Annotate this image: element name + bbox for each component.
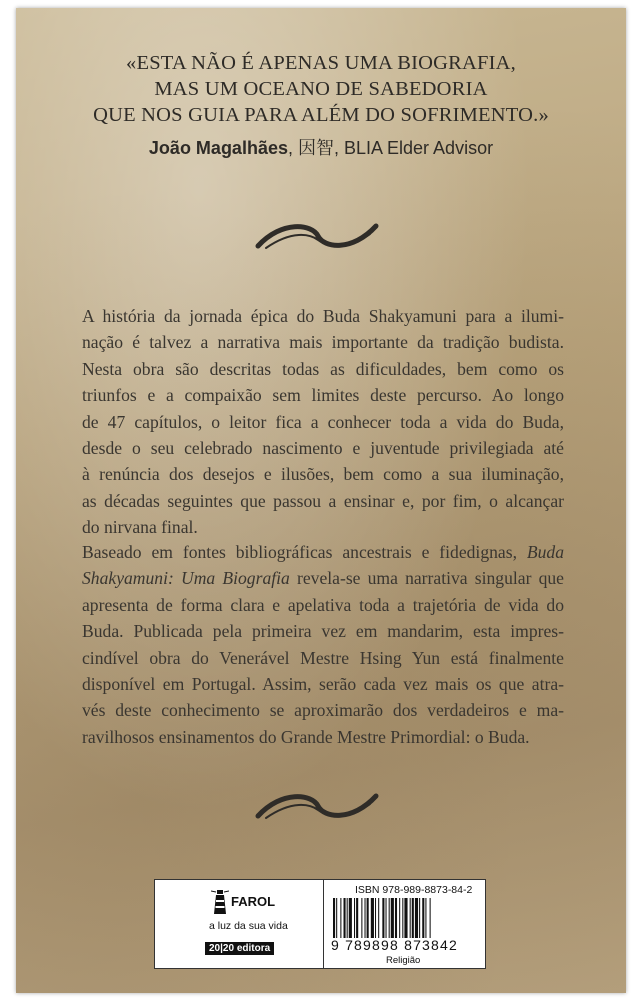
wave-flourish-bottom-icon	[252, 786, 382, 826]
paragraph-1-line: triunfos e a compaixão sem limites deste percurso. Ao longo	[82, 385, 564, 406]
paragraph-2-line	[82, 539, 564, 565]
imprint-logo: 20|20 editora	[205, 942, 274, 955]
paragraph-2-line: apresenta de forma clara e apelativa toda a trajetória de vida do	[82, 594, 564, 615]
quote-line-2: MAS UM OCEANO DE SABEDORIA	[154, 78, 488, 100]
paragraph-1-line: desde o seu celebrado nascimento e juventude privilegiada até	[82, 438, 564, 459]
paragraph-1-line: as décadas seguintes que passou a ensinar e, por fim, o alcançar	[82, 490, 564, 511]
book-title-part-1: Buda	[526, 542, 564, 562]
paragraph-2-line-start: Baseado em fontes bibliográficas ancestrais e fidedignas,	[82, 542, 527, 562]
paragraph-2-line: cindível obra do Venerável Mestre Hsing Yun está finalmente	[82, 647, 564, 668]
wave-flourish-top-icon	[252, 216, 382, 256]
barcode-image	[331, 898, 479, 938]
description-paragraph-2	[82, 539, 564, 750]
quote-line-1: «ESTA NÃO É APENAS UMA BIOGRAFIA,	[126, 52, 516, 74]
publisher-name: FAROL	[231, 894, 276, 909]
paragraph-2-line: disponível em Portugal. Assim, serão cada vez mais os que atra-	[82, 674, 564, 695]
lighthouse-icon	[211, 889, 229, 915]
isbn-digits: 9 789898 873842	[331, 937, 458, 953]
publisher-tagline: a luz da sua vida	[209, 920, 288, 932]
back-cover	[16, 8, 626, 993]
paragraph-2-line: vés deste conhecimento se aproximarão dos verdadeiros e ma-	[82, 700, 564, 721]
paragraph-1-line: do nirvana final.	[82, 517, 198, 538]
paragraph-2-line: ravilhosos ensinamentos do Grande Mestre Primordial: o Buda.	[82, 726, 530, 747]
paragraph-1-line: de 47 capítulos, o leitor fica a conhecer toda a vida do Buda,	[82, 411, 564, 432]
paragraph-1-line: A história da jornada épica do Buda Shakyamuni para a ilumi-	[82, 306, 564, 326]
paragraph-1-line: Nesta obra são descritas todas as dificuldades, bem como os	[82, 358, 564, 379]
category-label: Religião	[386, 955, 421, 966]
barcode-label-box	[154, 879, 486, 969]
paragraph-1-line: nação é talvez a narrativa mais importante da tradição budista.	[82, 332, 564, 353]
description-paragraph-1	[82, 303, 564, 541]
quote-attribution	[16, 134, 626, 160]
paragraph-1-line: à renúncia dos desejos e ilusões, bem como a sua iluminação,	[82, 464, 564, 485]
paragraph-2-line	[82, 565, 564, 591]
publisher-area	[155, 880, 324, 968]
paragraph-2-line-rest: revela-se uma narrativa singular que	[289, 568, 564, 589]
paragraph-2-line: Buda. Publicada pela primeira vez em mandarim, esta impres-	[82, 621, 564, 642]
attribution-name: João Magalhães	[148, 138, 288, 158]
isbn-label: ISBN 978-989-8873-84-2	[355, 884, 473, 896]
attribution-title: , 因智, BLIA Elder Advisor	[287, 138, 494, 158]
quote-line-3: QUE NOS GUIA PARA ALÉM DO SOFRIMENTO.»	[93, 104, 549, 126]
pull-quote	[16, 50, 626, 160]
book-title-part-2: Shakyamuni: Uma Biografia	[82, 568, 290, 589]
